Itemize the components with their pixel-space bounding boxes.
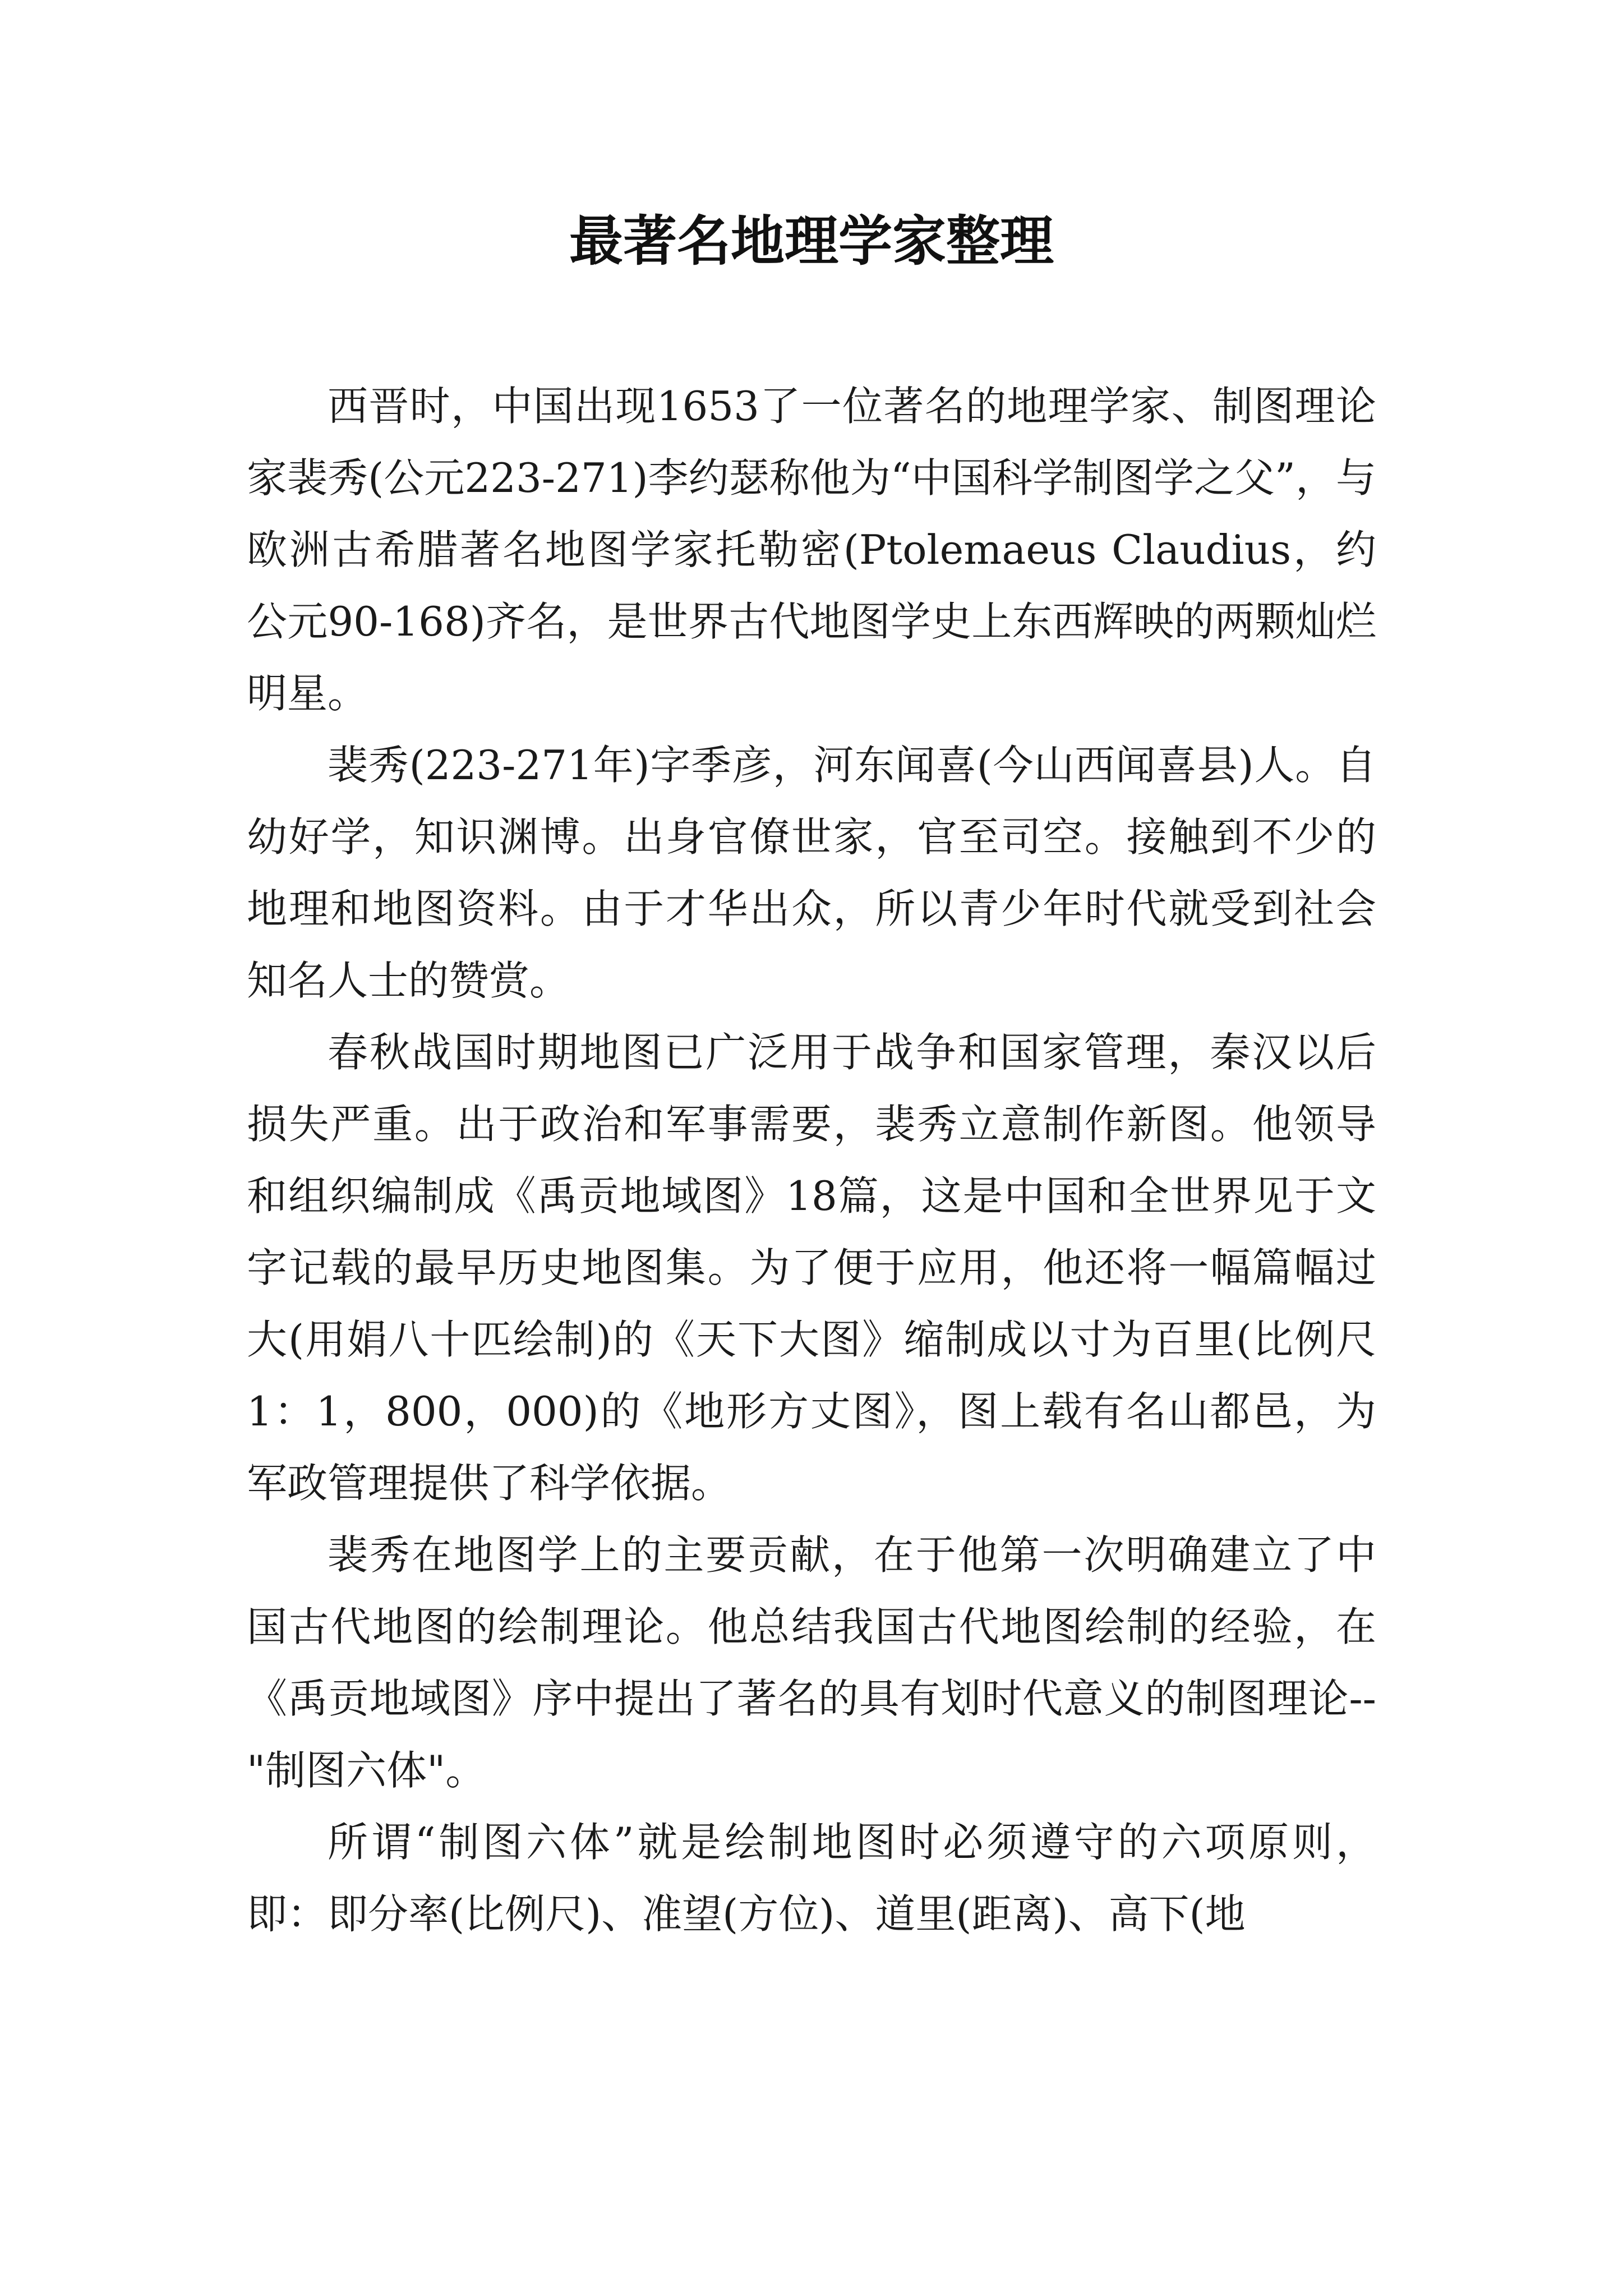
paragraph-cartographic-theory: 裴秀在地图学上的主要贡献，在于他第一次明确建立了中国古代地图的绘制理论。他总结我国古代地图绘制的经验，在《禹贡地域图》序中提出了著名的具有划时代意义的制图理论--"制图六体"。 bbox=[247, 1531, 1376, 1794]
paragraph-pei-xiu-intro: 西晋时，中国出现1653了一位著名的地理学家、制图理论家裴秀(公元223-271)李约瑟称他为“中国科学制图学之父”，与欧洲古希腊著名地图学家托勒密(Ptolemaeus Claudius，约公元90-168)齐名，是世界古代地图学史上东西辉映的两颗灿烂明星。 bbox=[247, 383, 1376, 717]
paragraph-map-compilation: 春秋战国时期地图已广泛用于战争和国家管理，秦汉以后损失严重。出于政治和军事需要，裴秀立意制作新图。他领导和组织编制成《禹贡地域图》18篇，这是中国和全世界见于文字记载的最早历史地图集。为了便于应用，他还将一幅篇幅过大(用娟八十匹绘制)的《天下大图》缩制成以寸为百里(比例尺1：1，800，000)的《地形方丈图》，图上载有名山都邑，为军政管理提供了科学依据。 bbox=[247, 1029, 1376, 1507]
document-title: 最著名地理学家整理 bbox=[569, 209, 1054, 273]
document-body bbox=[247, 370, 1376, 1950]
paragraph-pei-xiu-biography: 裴秀(223-271年)字季彦，河东闻喜(今山西闻喜县)人。自幼好学，知识渊博。出身官僚世家，官至司空。接触到不少的地理和地图资料。由于才华出众，所以青少年时代就受到社会知名人士的赞赏。 bbox=[247, 742, 1376, 1004]
paragraph-six-principles: 所谓“制图六体”就是绘制地图时必须遵守的六项原则，即：即分率(比例尺)、准望(方位)、道里(距离)、高下(地 bbox=[247, 1819, 1376, 1938]
